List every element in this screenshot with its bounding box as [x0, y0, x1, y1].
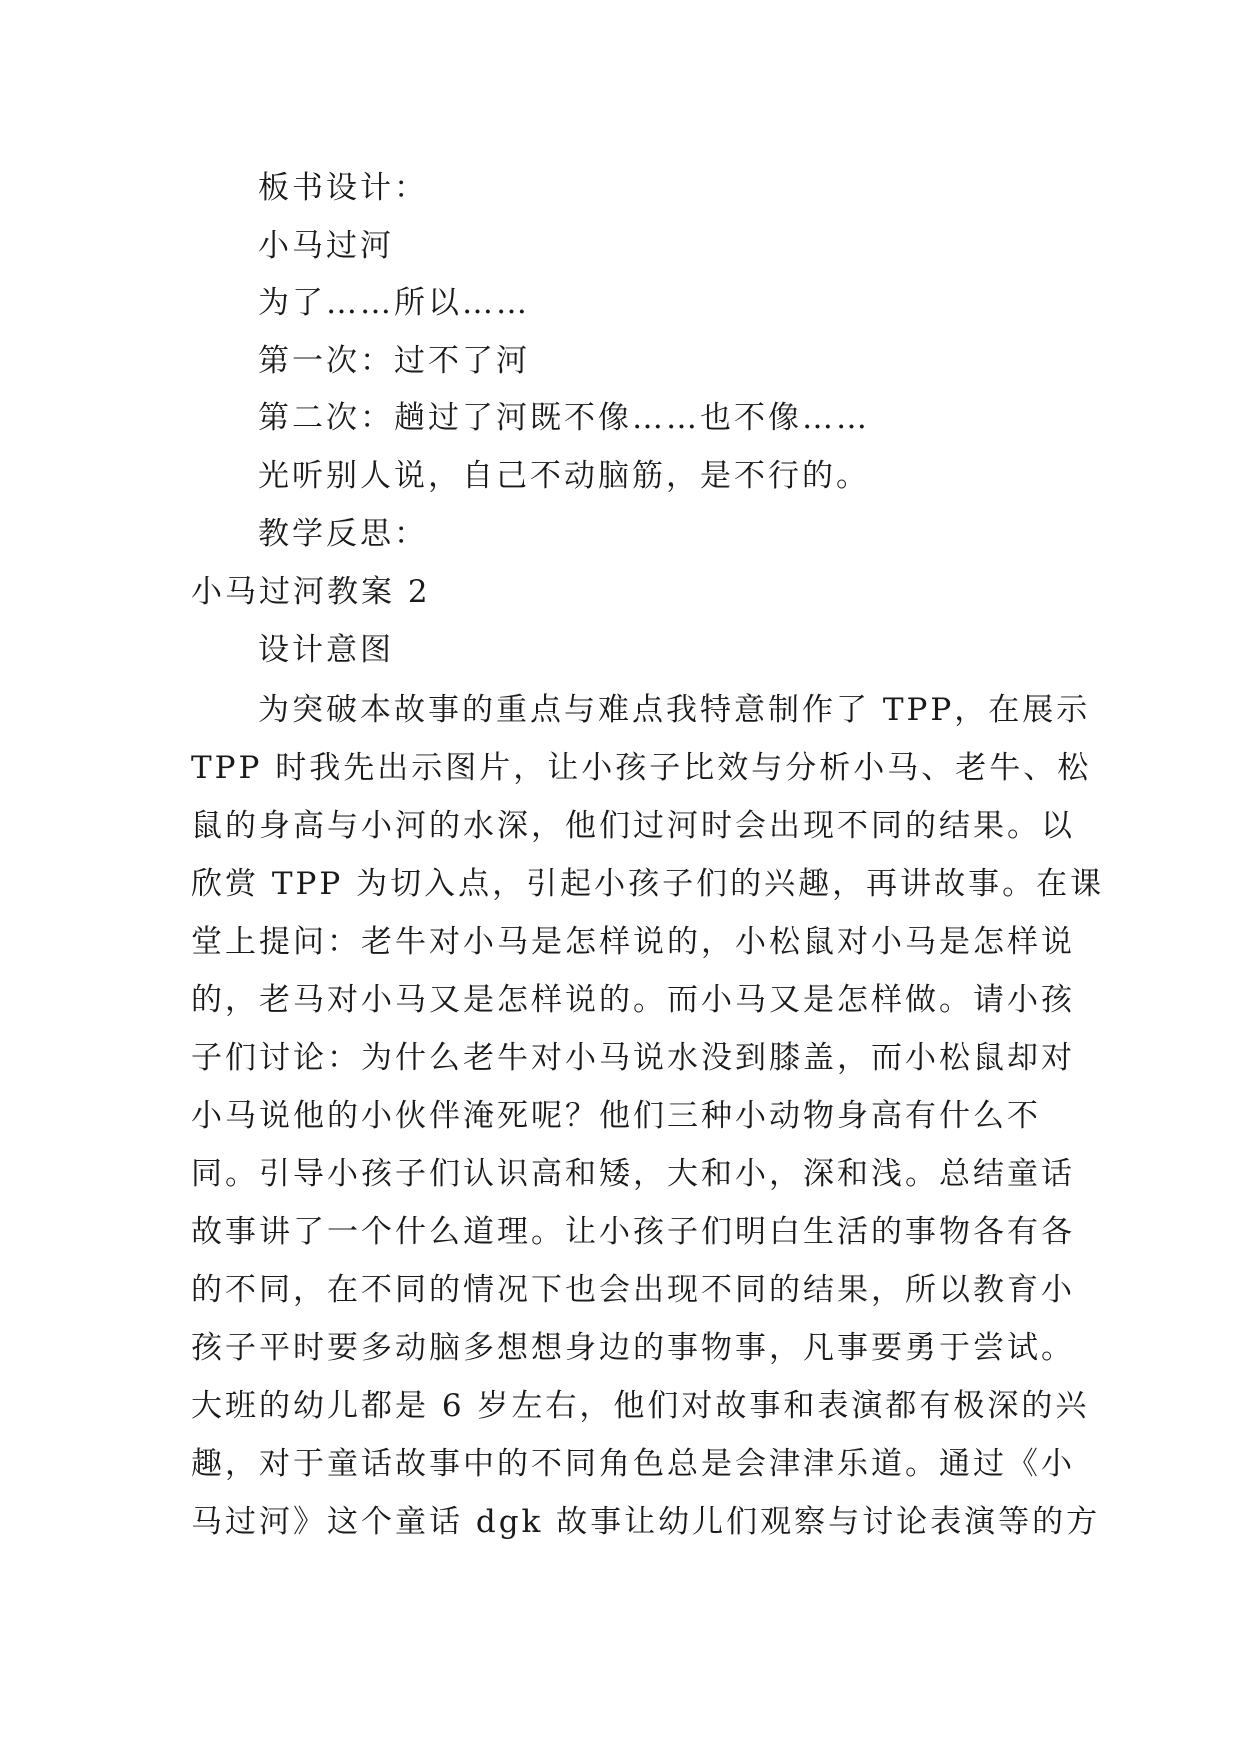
section-title: 小马过河教案 2 [191, 574, 431, 610]
board-line-second-time: 第二次：趟过了河既不像……也不像…… [258, 400, 870, 436]
paragraph-line: 故事讲了一个什么道理。让小孩子们明白生活的事物各有各 [191, 1214, 1075, 1250]
board-design-heading: 板书设计： [258, 170, 428, 206]
board-line-moral: 光听别人说，自己不动脑筋，是不行的。 [258, 458, 870, 494]
paragraph-line: 鼠的身高与小河的水深，他们过河时会出现不同的结果。以 [191, 808, 1075, 844]
board-line-first-time: 第一次：过不了河 [258, 343, 530, 379]
paragraph-line: 孩子平时要多动脑多想想身边的事物事，凡事要勇于尝试。 [191, 1330, 1075, 1366]
paragraph-line: 的不同，在不同的情况下也会出现不同的结果，所以教育小 [191, 1272, 1075, 1308]
section-subheading: 设计意图 [258, 632, 394, 668]
paragraph-line: TPP 时我先出示图片，让小孩子比效与分析小马、老牛、松 [191, 750, 1092, 786]
paragraph-line: 马过河》这个童话 dgk 故事让幼儿们观察与讨论表演等的方 [191, 1504, 1101, 1540]
paragraph-line: 大班的幼儿都是 6 岁左右，他们对故事和表演都有极深的兴 [191, 1388, 1090, 1424]
paragraph-line: 的，老马对小马又是怎样说的。而小马又是怎样做。请小孩 [191, 982, 1075, 1018]
paragraph-line: 同。引导小孩子们认识高和矮，大和小，深和浅。总结童话 [191, 1156, 1075, 1192]
reflection-heading: 教学反思： [258, 516, 428, 552]
board-line-reason: 为了……所以…… [258, 285, 530, 321]
paragraph-line: 子们讨论：为什么老牛对小马说水没到膝盖，而小松鼠却对 [191, 1040, 1075, 1076]
paragraph-line: 堂上提问：老牛对小马是怎样说的，小松鼠对小马是怎样说 [191, 924, 1075, 960]
paragraph-line: 趣，对于童话故事中的不同角色总是会津津乐道。通过《小 [191, 1446, 1075, 1482]
board-line-title: 小马过河 [258, 228, 394, 264]
paragraph-line: 欣赏 TPP 为切入点，引起小孩子们的兴趣，再讲故事。在课 [191, 866, 1105, 902]
paragraph-line: 为突破本故事的重点与难点我特意制作了 TPP，在展示 [258, 692, 1091, 728]
paragraph-line: 小马说他的小伙伴淹死呢？他们三种小动物身高有什么不 [191, 1098, 1041, 1134]
